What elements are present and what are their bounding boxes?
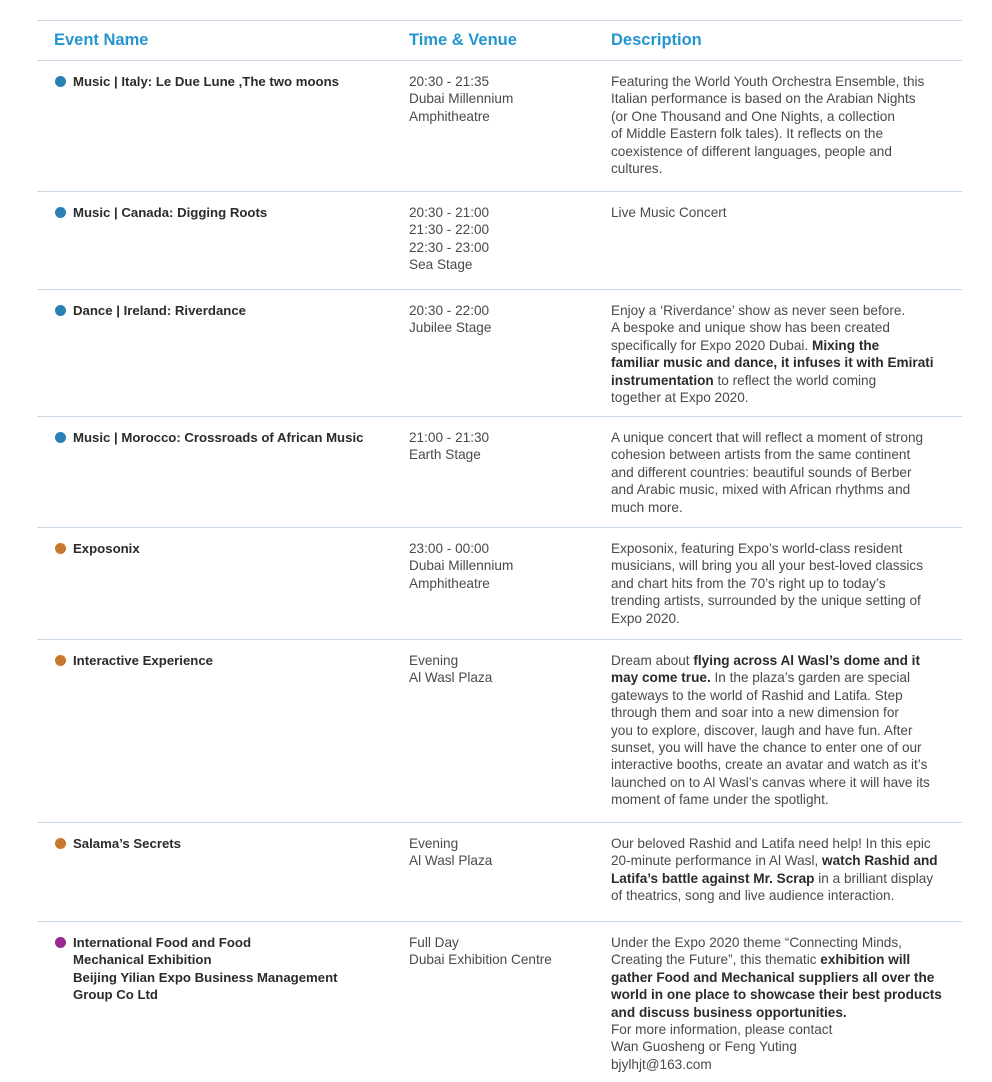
time-venue-line: Al Wasl Plaza [409,853,493,869]
event-name [73,540,403,557]
description-text: A bespoke and unique show has been created [611,320,890,336]
description-text: In the plaza’s garden are special [710,670,910,686]
category-dot-icon [55,305,66,316]
description-line [611,887,963,904]
description-text: A unique concert that will reflect a moment of strong [611,430,924,445]
description-text: Our beloved Rashid and Latifa need help! In this epic [611,836,931,851]
description-line [611,1004,963,1021]
description-line [611,143,963,160]
description-line [611,90,963,107]
event-description [611,652,963,809]
description-text: through them and soar into a new dimension for [611,705,899,721]
event-name [73,934,403,1004]
description-bold-text: and discuss business opportunities. [611,1004,847,1020]
description-line [611,592,963,609]
description-line [611,986,963,1003]
description-line [611,354,963,371]
event-name-line: Salama’s Secrets [73,836,182,851]
description-line [611,669,963,686]
description-bold-text: familiar music and dance, it infuses it with Emirati [611,355,934,371]
event-name [73,429,403,446]
time-venue [409,835,599,870]
time-venue-line: 22:30 - 23:00 [409,239,490,255]
description-line [611,540,963,557]
description-line [611,464,963,481]
description-text: specifically for Expo 2020 Dubai. [611,337,812,353]
description-line [611,687,963,704]
category-dot-icon [55,76,66,87]
time-venue [409,652,599,687]
description-bold-text: gather Food and Mechanical suppliers all over the [611,969,935,985]
description-line [611,575,963,592]
description-line [611,1038,963,1055]
time-venue [409,934,599,969]
description-text: Under the Expo 2020 theme “Connecting Minds, [611,935,902,950]
description-line [611,756,963,773]
event-row [37,61,962,192]
event-name [73,652,403,669]
description-text: Italian performance is based on the Arabian Nights [611,91,916,107]
description-text: Featuring the World Youth Orchestra Ensemble, this [611,74,925,89]
category-dot-icon [55,207,66,218]
header-time-venue: Time & Venue [409,31,517,49]
event-row [37,290,962,417]
header-description: Description [611,31,702,49]
table-header [37,20,962,61]
description-text: bjylhjt@163.com [611,1056,712,1072]
description-text: gateways to the world of Rashid and Latifa. Step [611,687,903,703]
description-text: Dream about [611,653,694,668]
description-text: Expo 2020. [611,610,680,626]
description-bold-text: Mixing the [812,337,880,353]
description-text: (or One Thousand and One Nights, a collection [611,108,895,124]
time-venue-line: Al Wasl Plaza [409,670,493,686]
description-text: and different countries: beautiful sounds of Berber [611,464,912,480]
time-venue [409,540,599,592]
event-row [37,528,962,640]
description-text: Wan Guosheng or Feng Yuting [611,1039,797,1055]
event-name-line: Mechanical Exhibition [73,952,212,968]
description-bold-text: watch Rashid and [822,853,938,869]
event-description [611,73,963,177]
description-text: sunset, you will have the chance to enter one of our [611,740,922,756]
description-text: moment of fame under the spotlight. [611,792,829,808]
description-bold-text: may come true. [611,670,711,686]
description-line [611,704,963,721]
event-name [73,302,403,319]
time-venue [409,302,599,337]
description-text: much more. [611,499,683,515]
event-description [611,204,963,221]
description-line [611,557,963,574]
description-text: musicians, will bring you all your best-loved classics [611,558,924,574]
time-venue-line: 20:30 - 22:00 [409,303,490,318]
description-line [611,610,963,627]
description-bold-text: exhibition will [820,952,911,968]
event-name [73,835,403,852]
description-text: Exposonix, featuring Expo’s world-class resident [611,541,903,556]
time-venue-line: 23:00 - 00:00 [409,541,490,556]
time-venue-line: Dubai Exhibition Centre [409,952,552,968]
description-text: Creating the Future”, this thematic [611,952,821,968]
description-text: coexistence of different languages, people and [611,143,892,159]
description-text: together at Expo 2020. [611,390,749,406]
description-line [611,204,963,221]
description-line [611,951,963,968]
category-dot-icon [55,655,66,666]
event-description [611,835,963,905]
description-line [611,125,963,142]
event-row [37,922,962,1082]
description-line [611,481,963,498]
description-text: you to explore, discover, laugh and have fun. After [611,722,913,738]
time-venue [409,204,599,274]
header-event-name: Event Name [54,31,149,49]
time-venue-line: Dubai Millennium [409,558,514,574]
description-text: For more information, please contact [611,1022,833,1038]
description-line [611,870,963,887]
description-line [611,652,963,669]
description-line [611,969,963,986]
description-text: launched on to Al Wasl’s canvas where it will have its [611,774,930,790]
description-text: Live Music Concert [611,205,727,220]
event-name-line: Music | Morocco: Crossroads of African Music [73,430,364,445]
description-line [611,108,963,125]
description-bold-text: Latifa’s battle against Mr. Scrap [611,870,815,886]
event-description [611,302,963,406]
time-venue-line: 20:30 - 21:00 [409,205,490,220]
description-bold-text: instrumentation [611,372,714,388]
category-dot-icon [55,543,66,554]
description-line [611,934,963,951]
description-line [611,722,963,739]
description-text: cultures. [611,161,663,177]
time-venue [409,429,599,464]
description-line [611,739,963,756]
event-name-line: International Food and Food [73,935,252,950]
event-name [73,204,403,221]
events-table [37,20,962,1082]
description-line [611,302,963,319]
description-text: Enjoy a ‘Riverdance’ show as never seen before. [611,303,906,318]
description-text: 20-minute performance in Al Wasl, [611,853,823,869]
time-venue-line: Dubai Millennium [409,91,514,107]
description-line [611,499,963,516]
description-bold-text: flying across Al Wasl’s dome and it [693,653,920,668]
event-description [611,429,963,516]
time-venue-line: 21:00 - 21:30 [409,430,490,445]
time-venue-line: 21:30 - 22:00 [409,222,490,238]
description-text: of theatrics, song and live audience interaction. [611,888,895,904]
event-name-line: Music | Italy: Le Due Lune ,The two moons [73,74,339,89]
event-row [37,192,962,290]
event-name-line: Group Co Ltd [73,987,158,1003]
event-name [73,73,403,90]
time-venue-line: 20:30 - 21:35 [409,74,490,89]
table-body [37,61,962,1082]
description-line [611,446,963,463]
event-name-line: Exposonix [73,541,140,556]
description-line [611,429,963,446]
time-venue [409,73,599,125]
time-venue-line: Earth Stage [409,447,481,463]
category-dot-icon [55,432,66,443]
description-line [611,1021,963,1038]
description-text: cohesion between artists from the same continent [611,447,911,463]
event-name-line: Dance | Ireland: Riverdance [73,303,246,318]
description-text: and chart hits from the 70’s right up to today’s [611,575,886,591]
time-venue-line: Sea Stage [409,257,473,273]
event-name-line: Beijing Yilian Expo Business Management [73,969,338,985]
event-description [611,934,963,1073]
description-text: in a brilliant display [814,870,934,886]
time-venue-line: Amphitheatre [409,108,490,124]
time-venue-line: Amphitheatre [409,575,490,591]
event-row [37,417,962,528]
description-line [611,774,963,791]
description-line [611,372,963,389]
time-venue-line: Jubilee Stage [409,320,492,336]
description-text: and Arabic music, mixed with African rhythms and [611,482,911,498]
description-line [611,852,963,869]
description-text: interactive booths, create an avatar and watch as it’s [611,757,928,773]
description-text: trending artists, surrounded by the unique setting of [611,593,921,609]
description-line [611,1056,963,1073]
description-bold-text: world in one place to showcase their best products [611,987,942,1003]
event-name-line: Interactive Experience [73,653,214,668]
event-name-line: Music | Canada: Digging Roots [73,205,268,220]
description-line [611,73,963,90]
description-line [611,791,963,808]
description-text: to reflect the world coming [713,372,877,388]
category-dot-icon [55,937,66,948]
time-venue-line: Evening [409,653,459,668]
description-line [611,319,963,336]
description-text: of Middle Eastern folk tales). It reflects on the [611,126,884,142]
time-venue-line: Full Day [409,935,459,950]
category-dot-icon [55,838,66,849]
event-row [37,823,962,922]
event-description [611,540,963,627]
time-venue-line: Evening [409,836,459,851]
description-line [611,389,963,406]
description-line [611,160,963,177]
description-line [611,835,963,852]
event-row [37,640,962,823]
description-line [611,337,963,354]
